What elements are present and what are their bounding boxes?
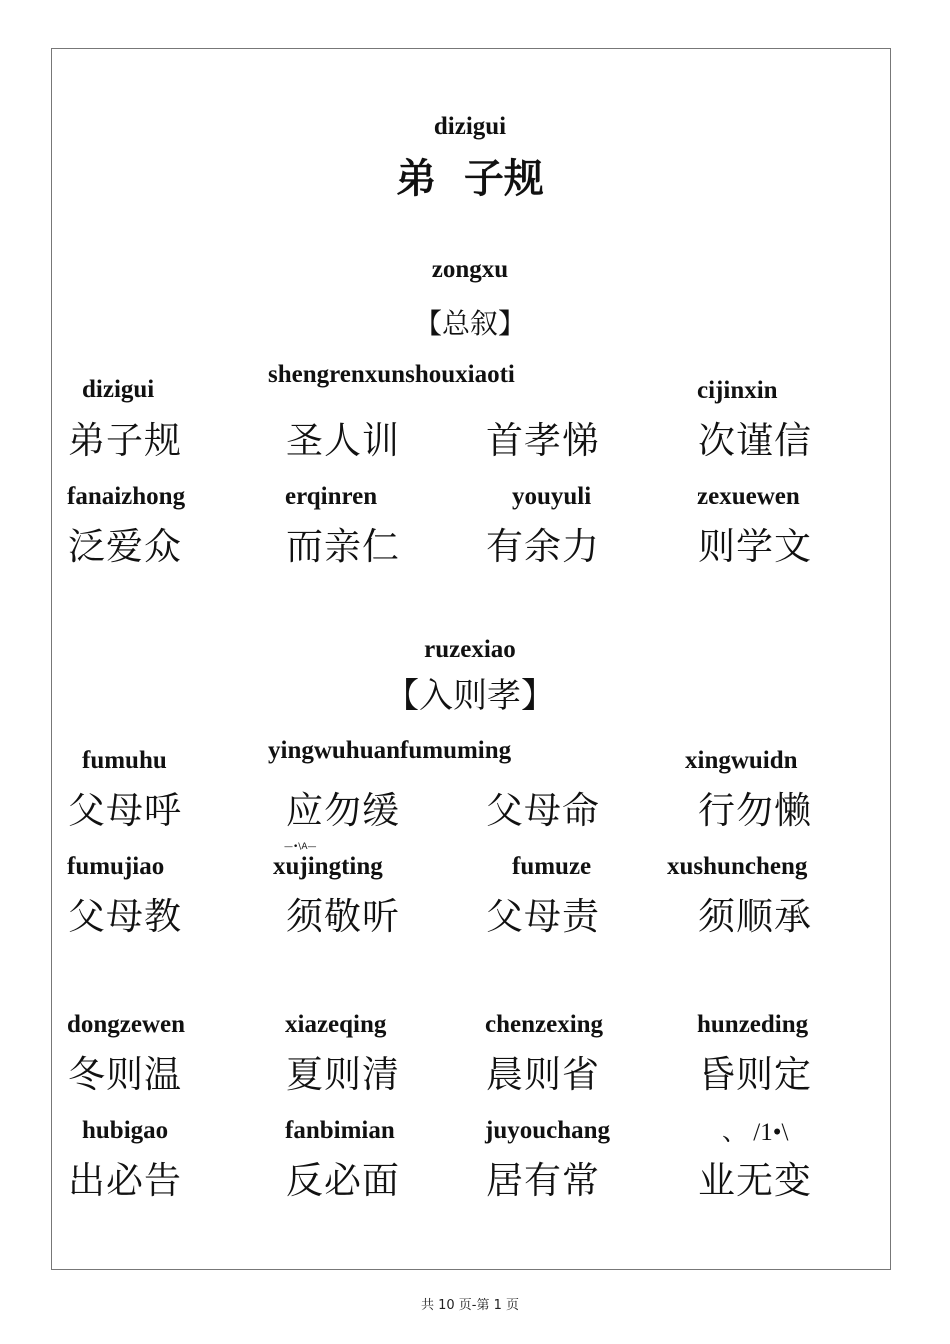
verse-phrase: 行勿懒 — [698, 789, 812, 832]
pinyin: dizigui — [82, 376, 155, 403]
verse-phrase: 出必告 — [68, 1159, 182, 1202]
section2-pinyin: ruzexiao — [424, 636, 516, 663]
verse-phrase: 弟子规 — [68, 419, 182, 462]
stray-mark: —•\A— — [284, 842, 317, 852]
pinyin: shengrenxunshouxiaoti — [268, 361, 515, 388]
page-footer: 共 10 页-第 1 页 — [420, 1298, 520, 1313]
pinyin: xingwuidn — [685, 747, 798, 774]
verse-phrase: 有余力 — [486, 525, 600, 568]
pinyin: youyuli — [512, 483, 592, 510]
pinyin: xushuncheng — [667, 853, 808, 880]
verse-phrase: 夏则清 — [286, 1053, 400, 1096]
verse-phrase: 泛爱众 — [68, 525, 182, 568]
verse-phrase: 首孝悌 — [486, 419, 600, 462]
verse-phrase: 晨则省 — [486, 1053, 600, 1096]
pinyin: fumujiao — [67, 853, 165, 880]
title-pinyin: dizigui — [433, 113, 507, 140]
pinyin: 、 /1•\ — [722, 1119, 789, 1146]
verse-phrase: 父母责 — [486, 895, 600, 938]
verse-phrase: 父母命 — [486, 789, 600, 832]
pinyin: fumuze — [512, 853, 592, 880]
pinyin: yingwuhuanfumuming — [268, 737, 512, 764]
verse-phrase: 次谨信 — [698, 419, 812, 462]
pinyin: zexuewen — [697, 483, 800, 510]
verse-phrase: 反必面 — [286, 1159, 400, 1202]
verse-phrase: 居有常 — [486, 1159, 600, 1202]
section2-heading: 【入则孝】 — [385, 676, 555, 716]
section1-pinyin: zongxu — [431, 256, 509, 283]
pinyin: xiazeqing — [285, 1011, 387, 1038]
page-title: 弟 子规 — [396, 156, 544, 202]
pinyin: erqinren — [285, 483, 378, 510]
pinyin: fanbimian — [285, 1117, 395, 1144]
verse-phrase: 而亲仁 — [286, 525, 400, 568]
pinyin: hunzeding — [697, 1011, 809, 1038]
verse-phrase: 冬则温 — [68, 1053, 182, 1096]
verse-phrase: 须顺承 — [698, 895, 812, 938]
verse-phrase: 业无变 — [698, 1159, 812, 1202]
verse-phrase: 应勿缓 — [286, 789, 400, 832]
pinyin: juyouchang — [485, 1117, 611, 1144]
pinyin: dongzewen — [67, 1011, 186, 1038]
pinyin: cijinxin — [697, 377, 778, 404]
verse-phrase: 圣人训 — [286, 419, 400, 462]
pinyin: fumuhu — [82, 747, 167, 774]
pinyin: chenzexing — [485, 1011, 604, 1038]
verse-phrase: 父母呼 — [68, 789, 182, 832]
pinyin: hubigao — [82, 1117, 169, 1144]
verse-phrase: 则学文 — [698, 525, 812, 568]
pinyin: fanaizhong — [67, 483, 186, 510]
verse-phrase: 父母教 — [68, 895, 182, 938]
verse-phrase: 昏则定 — [698, 1053, 812, 1096]
pinyin: xujingting — [273, 853, 383, 880]
section1-heading: 【总叙】 — [413, 307, 526, 340]
verse-phrase: 须敬听 — [286, 895, 400, 938]
